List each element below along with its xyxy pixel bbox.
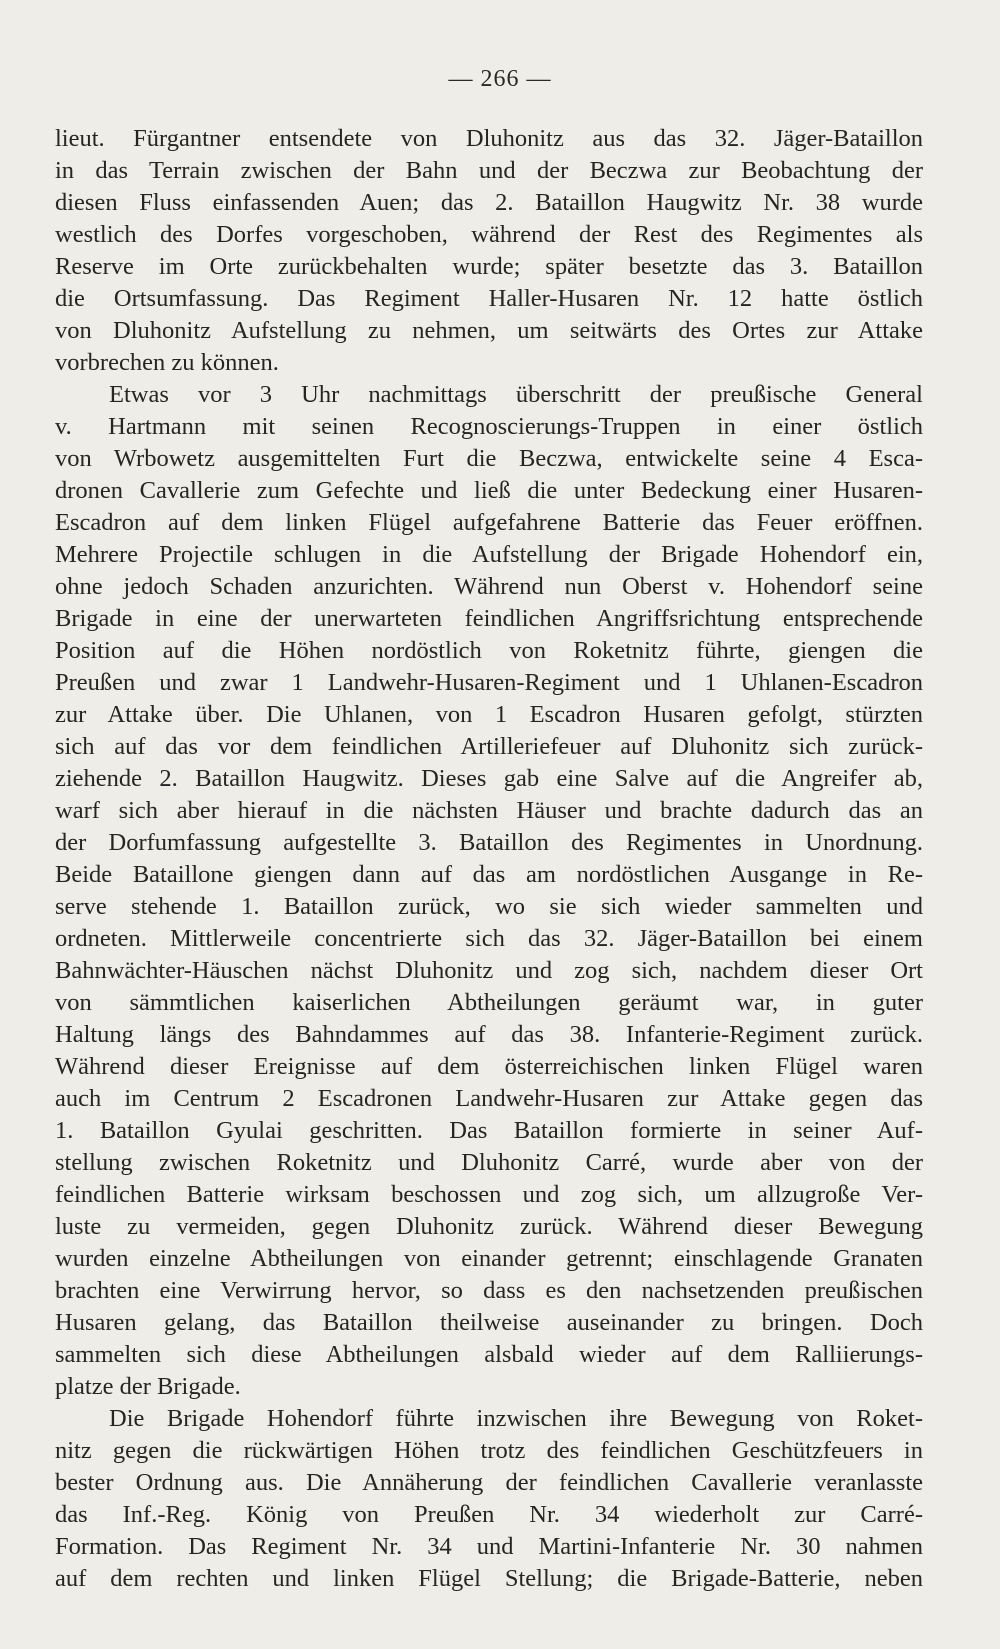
text-line: v. Hartmann mit seinen Recognoscierungs-Truppen in einer östlich [55, 413, 923, 440]
text-line: warf sich aber hierauf in die nächsten Häuser und brachte dadurch das an [55, 797, 923, 824]
text-line: vorbrechen zu können. [55, 349, 279, 376]
text-line: ziehende 2. Bataillon Haugwitz. Dieses gab eine Salve auf die Angreifer ab, [55, 765, 923, 792]
text-line: in das Terrain zwischen der Bahn und der Beczwa zur Beobachtung der [55, 157, 923, 184]
text-line: Escadron auf dem linken Flügel aufgefahrene Batterie das Feuer eröffnen. [55, 509, 923, 536]
text-line: westlich des Dorfes vorgeschoben, während der Rest des Regimentes als [55, 221, 923, 248]
text-line: die Ortsumfassung. Das Regiment Haller-Husaren Nr. 12 hatte östlich [55, 285, 923, 312]
body-text [55, 123, 923, 1595]
text-line: Bahnwächter-Häuschen nächst Dluhonitz und zog sich, nachdem dieser Ort [55, 957, 923, 984]
text-line: platze der Brigade. [55, 1373, 241, 1400]
page-number: — 266 — [448, 66, 552, 92]
text-line: von Dluhonitz Aufstellung zu nehmen, um seitwärts des Ortes zur Attake [55, 317, 923, 344]
text-line: von sämmtlichen kaiserlichen Abtheilungen geräumt war, in guter [55, 989, 923, 1016]
text-line: bester Ordnung aus. Die Annäherung der feindlichen Cavallerie veranlasste [55, 1469, 923, 1496]
text-line: Reserve im Orte zurückbehalten wurde; später besetzte das 3. Bataillon [55, 253, 923, 280]
text-line: von Wrbowetz ausgemittelten Furt die Beczwa, entwickelte seine 4 Esca- [55, 445, 923, 472]
text-line: das Inf.-Reg. König von Preußen Nr. 34 wiederholt zur Carré- [55, 1501, 923, 1528]
text-line: Die Brigade Hohendorf führte inzwischen ihre Bewegung von Roket- [109, 1405, 923, 1432]
text-line: Etwas vor 3 Uhr nachmittags überschritt der preußische General [109, 381, 923, 408]
text-line: sammelten sich diese Abtheilungen alsbald wieder auf dem Ralliierungs- [55, 1341, 923, 1368]
text-line: auf dem rechten und linken Flügel Stellung; die Brigade-Batterie, neben [55, 1565, 923, 1592]
text-line: zur Attake über. Die Uhlanen, von 1 Escadron Husaren gefolgt, stürzten [55, 701, 923, 728]
text-line: serve stehende 1. Bataillon zurück, wo sie sich wieder sammelten und [55, 893, 923, 920]
text-line: brachten eine Verwirrung hervor, so dass es den nachsetzenden preußischen [55, 1277, 923, 1304]
text-line: Preußen und zwar 1 Landwehr-Husaren-Regiment und 1 Uhlanen-Escadron [55, 669, 923, 696]
text-line: Husaren gelang, das Bataillon theilweise auseinander zu bringen. Doch [55, 1309, 923, 1336]
text-line: Beide Bataillone giengen dann auf das am nordöstlichen Ausgange in Re- [55, 861, 923, 888]
text-line: Mehrere Projectile schlugen in die Aufstellung der Brigade Hohendorf ein, [55, 541, 923, 568]
text-line: diesen Fluss einfassenden Auen; das 2. Bataillon Haugwitz Nr. 38 wurde [55, 189, 923, 216]
text-line: sich auf das vor dem feindlichen Artilleriefeuer auf Dluhonitz sich zurück- [55, 733, 923, 760]
text-line: Formation. Das Regiment Nr. 34 und Martini-Infanterie Nr. 30 nahmen [55, 1533, 923, 1560]
text-line: wurden einzelne Abtheilungen von einander getrennt; einschlagende Granaten [55, 1245, 923, 1272]
text-line: feindlichen Batterie wirksam beschossen und zog sich, um allzugroße Ver- [55, 1181, 923, 1208]
text-line: Position auf die Höhen nordöstlich von Roketnitz führte, giengen die [55, 637, 923, 664]
text-line: ordneten. Mittlerweile concentrierte sich das 32. Jäger-Bataillon bei einem [55, 925, 923, 952]
text-line: dronen Cavallerie zum Gefechte und ließ die unter Bedeckung einer Husaren- [55, 477, 923, 504]
text-line: stellung zwischen Roketnitz und Dluhonitz Carré, wurde aber von der [55, 1149, 923, 1176]
text-line: lieut. Fürgantner entsendete von Dluhonitz aus das 32. Jäger-Bataillon [55, 125, 923, 152]
text-line: luste zu vermeiden, gegen Dluhonitz zurück. Während dieser Bewegung [55, 1213, 923, 1240]
text-line: nitz gegen die rückwärtigen Höhen trotz des feindlichen Geschützfeuers in [55, 1437, 923, 1464]
text-line: Brigade in eine der unerwarteten feindlichen Angriffsrichtung entsprechende [55, 605, 923, 632]
text-line: ohne jedoch Schaden anzurichten. Während nun Oberst v. Hohendorf seine [55, 573, 923, 600]
text-line: der Dorfumfassung aufgestellte 3. Bataillon des Regimentes in Unordnung. [55, 829, 923, 856]
text-line: auch im Centrum 2 Escadronen Landwehr-Husaren zur Attake gegen das [55, 1085, 923, 1112]
text-line: 1. Bataillon Gyulai geschritten. Das Bataillon formierte in seiner Auf- [55, 1117, 923, 1144]
text-line: Haltung längs des Bahndammes auf das 38. Infanterie-Regiment zurück. [55, 1021, 923, 1048]
text-line: Während dieser Ereignisse auf dem österreichischen linken Flügel waren [55, 1053, 923, 1080]
